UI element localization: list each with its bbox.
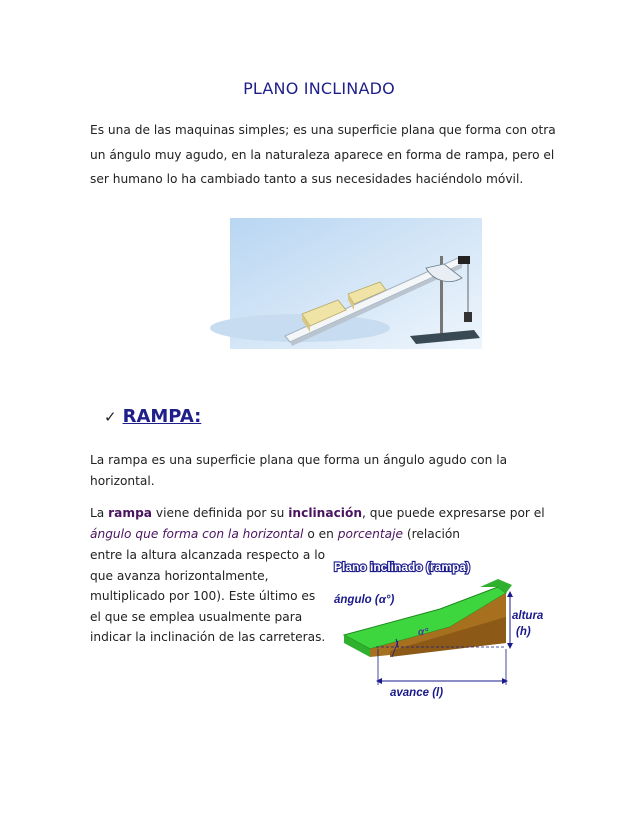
- angulo-italic: ángulo que forma con la horizontal: [90, 527, 304, 541]
- diagram-title: Plano inclinado (rampa): [334, 560, 471, 574]
- angle-label: ángulo (α°): [334, 594, 395, 606]
- inclined-plane-photo: [230, 218, 482, 349]
- inclinacion-bold: inclinación: [288, 506, 363, 520]
- height-symbol: (h): [516, 626, 531, 638]
- advance-label: avance (l): [390, 687, 444, 699]
- porcentaje-italic: porcentaje: [337, 527, 404, 541]
- rampa-continuation: entre la altura alcanzada respecto a lo que avanza horizontalmente, multiplicado por 100). Este último es el que se emplea usualmente para indicar la inclinación de las carreteras.: [90, 548, 326, 644]
- intro-paragraph: Es una de las maquinas simples; es una superficie plana que forma con otra un ángulo muy agudo, en la naturaleza aparece en forma de rampa, pero el ser humano lo ha cambiado tanto a sus necesidades haciéndolo móvil.: [90, 123, 556, 186]
- rampa-bold: rampa: [108, 506, 153, 520]
- rampa-definition: La rampa es una superficie plana que forma un ángulo agudo con la horizontal.: [90, 453, 508, 488]
- checkmark-icon: ✓: [104, 408, 117, 426]
- rampa-heading: RAMPA:: [122, 406, 202, 427]
- ramp-diagram: [330, 557, 544, 699]
- page-title: PLANO INCLINADO: [243, 79, 395, 98]
- height-label: altura: [512, 610, 544, 622]
- rampa-inclination-paragraph: La rampa viene definida por su inclinación, que puede expresarse por el ángulo que forma con la horizontal o en porcentaje (relación: [90, 506, 545, 541]
- alpha-label: α°: [418, 627, 429, 638]
- section-heading: [104, 406, 201, 427]
